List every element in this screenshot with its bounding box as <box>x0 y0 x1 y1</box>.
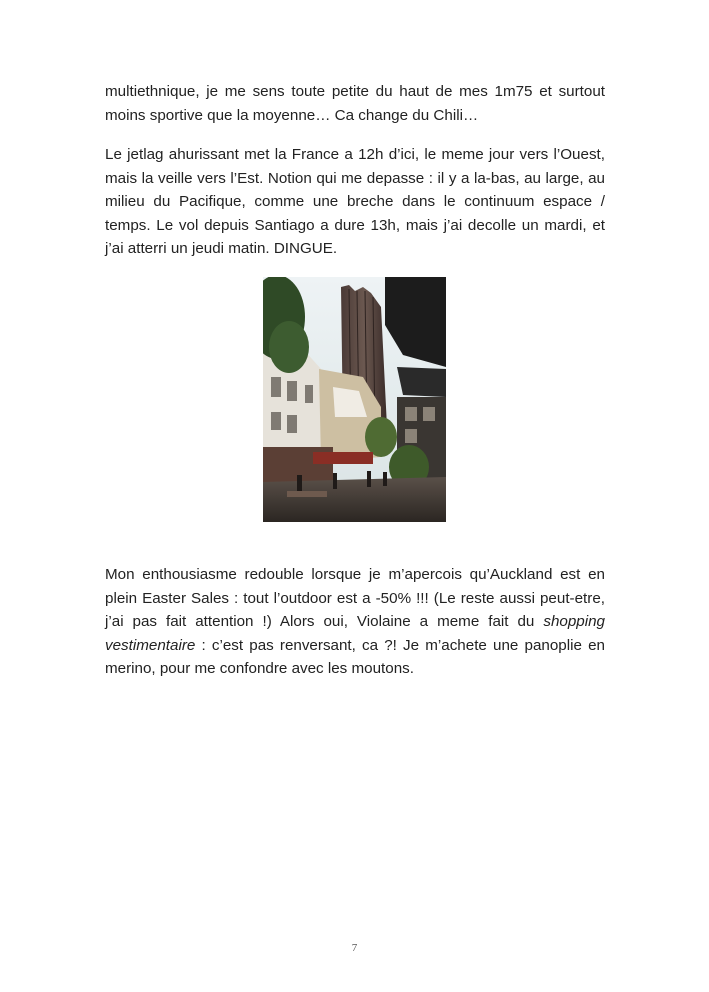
page-number: 7 <box>351 942 358 954</box>
paragraph-3 <box>105 563 605 681</box>
paragraph-3-italic: shopping vestimentaire <box>105 613 605 654</box>
paragraph-3-text-a: Mon enthousiasme redouble lorsque je m’apercois qu’Auckland est en plein Easter Sales : tout l’outdoor est a -50% !!! (Le reste aussi peut-etre, j’ai pas fait attention !) Alors oui, Violaine a meme fait du <box>105 566 605 630</box>
paragraph-1: multiethnique, je me sens toute petite du haut de mes 1m75 et surtout moins sportive que la moyenne… Ca change du Chili… <box>105 83 605 124</box>
street-photo <box>263 277 446 522</box>
paragraph-2: Le jetlag ahurissant met la France a 12h d’ici, le meme jour vers l’Ouest, mais la veille vers l’Est. Notion qui me depasse : il y a la-bas, au large, au milieu du Pacifique, comme une breche dans le continuum espace / temps. Le vol depuis Santiago a dure 13h, mais j’ai decolle un mardi, et j’ai atterri un jeudi matin. DINGUE. <box>105 146 605 257</box>
paragraph-3-text-b: : c’est pas renversant, ca ?! Je m’achete une panoplie en merino, pour me confondre avec les moutons. <box>105 636 605 677</box>
